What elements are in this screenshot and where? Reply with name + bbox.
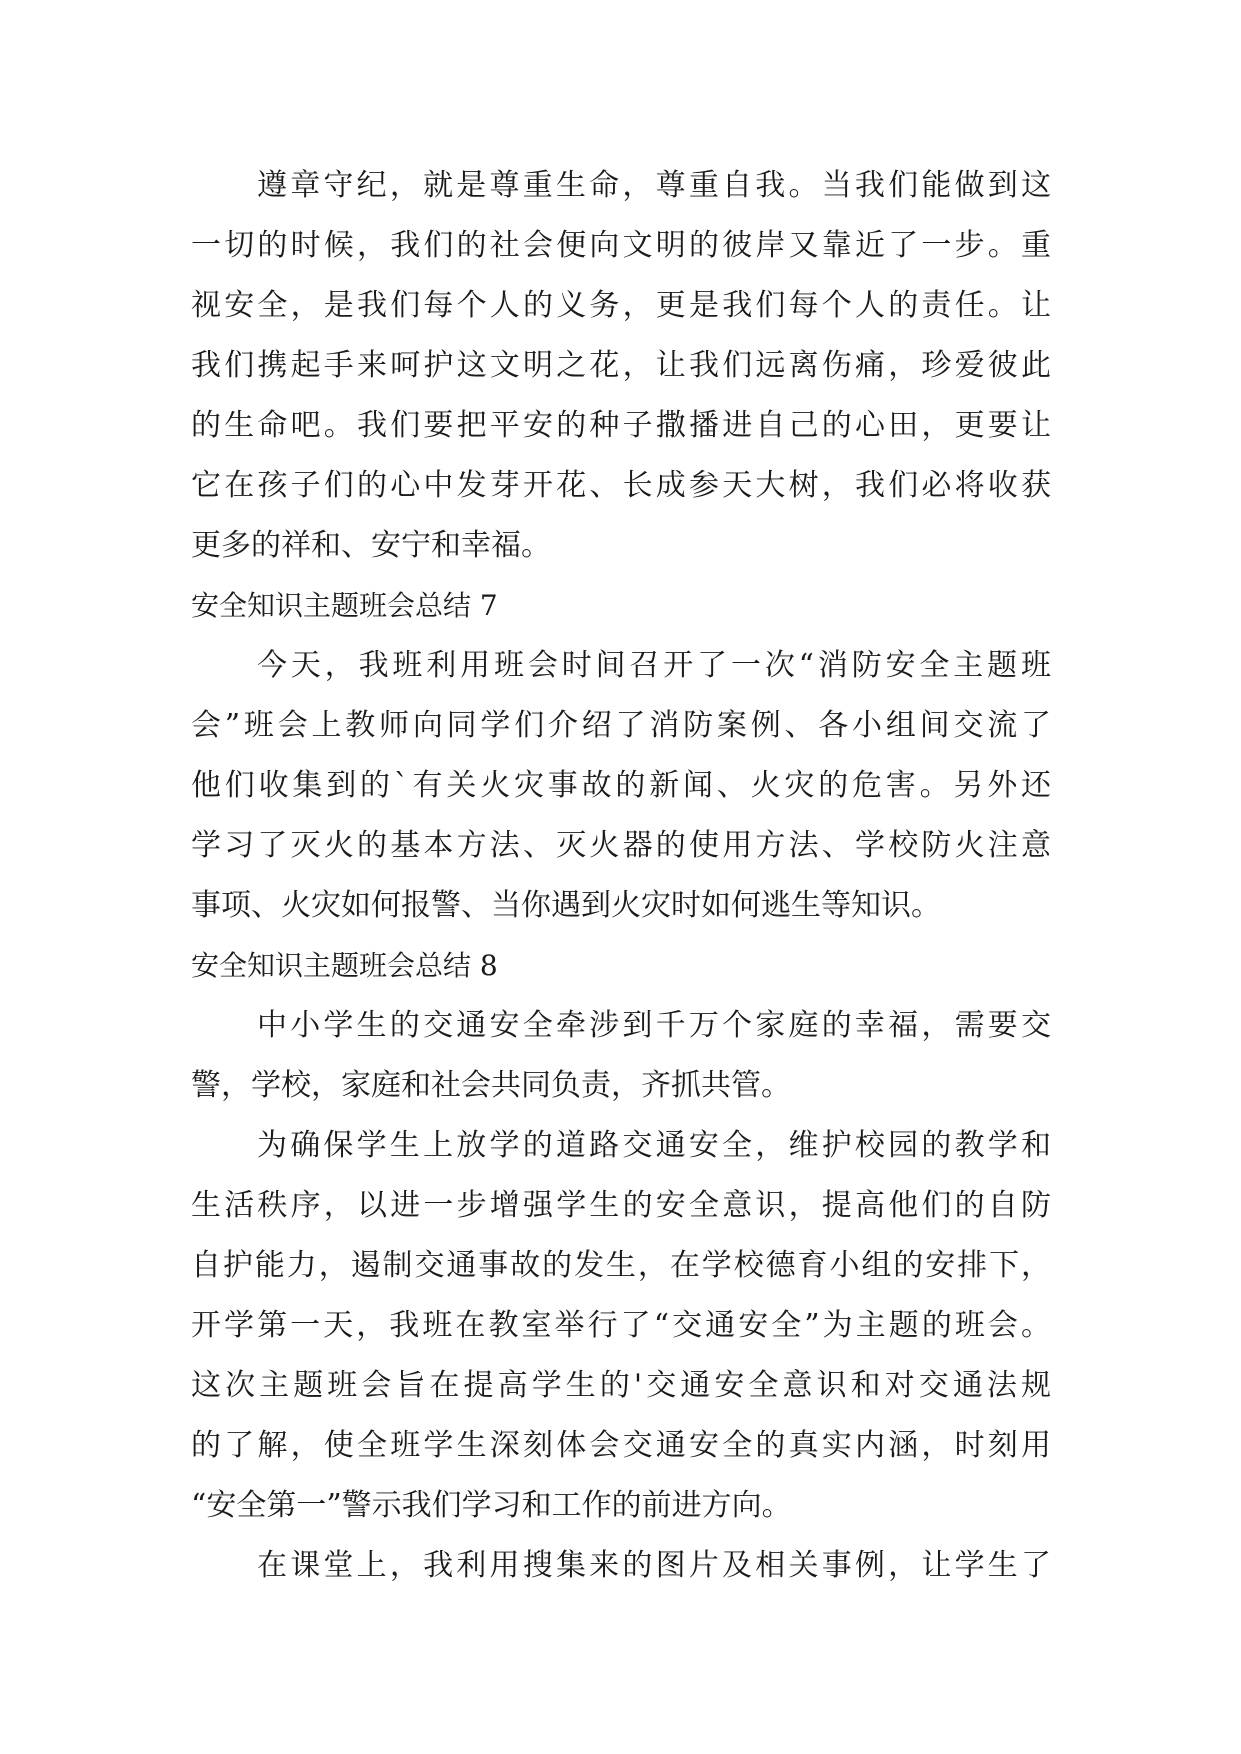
paragraph-line: 警，学校，家庭和社会共同负责，齐抓共管。 [191,1068,791,1103]
paragraph-line: 开学第一天，我班在教室举行了“交通安全”为主题的班会。 [191,1308,1051,1343]
paragraph-line: 视安全，是我们每个人的义务，更是我们每个人的责任。让 [191,288,1051,323]
document-body [191,156,1051,1596]
section-heading: 安全知识主题班会总结 8 [191,949,498,982]
paragraph-line: 自护能力，遏制交通事故的发生，在学校德育小组的安排下， [191,1248,1051,1283]
paragraph-line: 遵章守纪，就是尊重生命，尊重自我。当我们能做到这 [257,168,1051,203]
paragraph-line: “安全第一”警示我们学习和工作的前进方向。 [191,1488,792,1523]
paragraph-line: 生活秩序，以进一步增强学生的安全意识，提高他们的自防 [191,1188,1051,1223]
paragraph-line: 事项、火灾如何报警、当你遇到火灾时如何逃生等知识。 [191,888,941,923]
paragraph-line: 更多的祥和、安宁和幸福。 [191,528,551,563]
paragraph-line: 学习了灭火的基本方法、灭火器的使用方法、学校防火注意 [191,828,1051,863]
paragraph-line: 的了解，使全班学生深刻体会交通安全的真实内涵，时刻用 [191,1428,1051,1463]
paragraph-line: 我们携起手来呵护这文明之花，让我们远离伤痛，珍爱彼此 [191,348,1051,383]
paragraph-line: 一切的时候，我们的社会便向文明的彼岸又靠近了一步。重 [191,228,1051,263]
paragraph-line: 的生命吧。我们要把平安的种子撒播进自己的心田，更要让 [191,408,1051,443]
paragraph-line: 他们收集到的`有关火灾事故的新闻、火灾的危害。另外还 [191,768,1051,803]
paragraph-line: 在课堂上，我利用搜集来的图片及相关事例，让学生了 [257,1548,1051,1583]
paragraph-line: 中小学生的交通安全牵涉到千万个家庭的幸福，需要交 [257,1008,1051,1043]
paragraph-line: 今天，我班利用班会时间召开了一次“消防安全主题班 [257,648,1051,683]
paragraph-line: 它在孩子们的心中发芽开花、长成参天大树，我们必将收获 [191,468,1051,503]
paragraph-line: 这次主题班会旨在提高学生的'交通安全意识和对交通法规 [191,1368,1051,1403]
section-heading: 安全知识主题班会总结 7 [191,589,498,622]
paragraph-line: 为确保学生上放学的道路交通安全，维护校园的教学和 [257,1128,1051,1163]
paragraph-line: 会”班会上教师向同学们介绍了消防案例、各小组间交流了 [191,708,1051,743]
